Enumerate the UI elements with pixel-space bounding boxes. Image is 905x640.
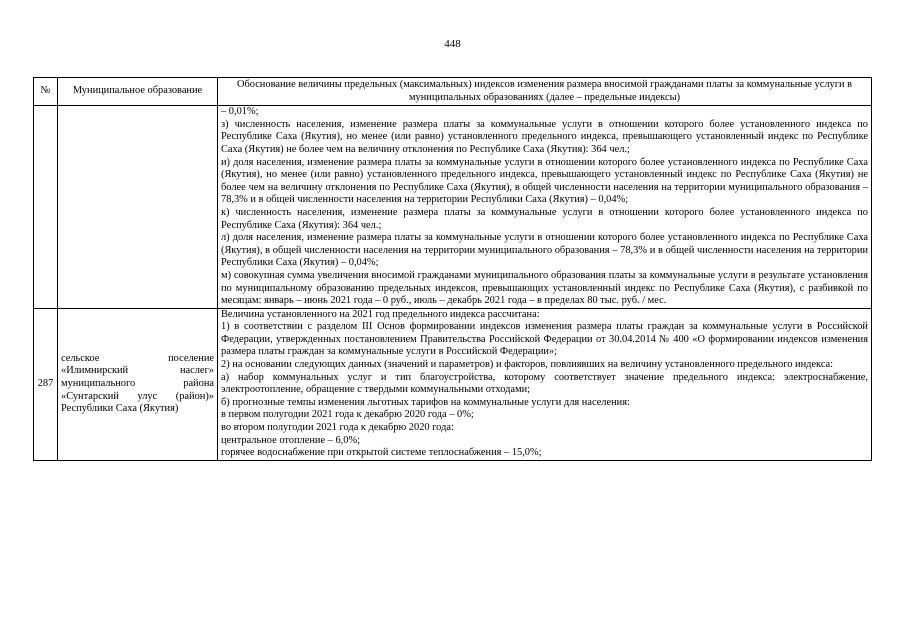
paragraph: – 0,01%;	[221, 106, 259, 118]
page-number: 448	[444, 38, 461, 50]
paragraph: 2) на основании следующих данных (значений и параметров) и факторов, повлиявших на величину установленного предельного индекса:	[221, 359, 834, 371]
municipality-name	[58, 106, 218, 309]
paragraph: во втором полугодии 2021 года к декабрю 2020 года:	[221, 422, 454, 434]
paragraph: б) прогнозные темпы изменения льготных тарифов на коммунальные услуги для населения:	[221, 396, 630, 408]
paragraph: з) численность населения, изменение размера платы за коммунальные услуги в отношении которого более установленного индекса по Республике Саха (Якутия), но менее (или равно) установленного предельного индекса, превышающего установленный индекс по Республике Саха (Якутия) не более чем на величину отклонения по Республике Саха (Якутия): 364 чел.;	[221, 118, 868, 155]
municipality-name: сельское поселение «Илимнирский наслег» муниципального района «Сунтарский улус (район)» Республики Саха (Якутия)	[58, 308, 218, 460]
paragraph: к) численность населения, изменение размера платы за коммунальные услуги в отношении которого более установленного индекса по Республике Саха (Якутия): 364 чел.;	[221, 206, 868, 231]
paragraph: а) набор коммунальных услуг и тип благоустройства, которому соответствует значение предельного индекса: электроснабжение, электроотопление, обращение с твердыми коммунальными отходами;	[221, 371, 868, 396]
row-number: 287	[34, 308, 58, 460]
paragraph: м) совокупная сумма увеличения вносимой гражданами муниципального образования платы за коммунальные услуги в результате установления по муниципальному образованию предельных индексов, превышающих установленный индекс по Республике Саха (Якутия), с разбивкой по месяцам: январь – июнь 2021 года – 0 руб., июль – декабрь 2021 года – в пределах 80 тыс. руб. / мес.	[221, 269, 868, 307]
paragraph: Величина установленного на 2021 год предельного индекса рассчитана:	[221, 308, 540, 320]
paragraph: и) доля населения, изменение размера платы за коммунальные услуги в отношении которого более установленного индекса по Республике Саха (Якутия), но менее (или равно) установленного предельного индекса, превышающего установленный индекс по Республике Саха (Якутия) не более чем на величину отклонения по Республике Саха (Якутия), в общей численности населения на территории муниципального образования – 78,3% и в общей численности населения на территории Республики Саха (Якутия) – 0,04%;	[221, 156, 868, 206]
header-municipality: Муниципальное образование	[58, 78, 218, 106]
header-justification: Обоснование величины предельных (максимальных) индексов изменения размера вносимой гражданами платы за коммунальные услуги в муниципальных образованиях (далее – предельные индексы)	[218, 78, 872, 106]
justification-text	[218, 308, 872, 460]
table-row	[34, 106, 872, 309]
table-row	[34, 308, 872, 460]
paragraph: л) доля населения, изменение размера платы за коммунальные услуги в отношении которого более установленного индекса по Республике Саха (Якутия), в общей численности населения на территории муниципального образования – 78,3% и в общей численности населения на территории Республики Саха (Якутия) – 0,04%;	[221, 232, 868, 269]
paragraph: в первом полугодии 2021 года к декабрю 2020 года – 0%;	[221, 409, 474, 421]
index-justification-table	[33, 77, 872, 461]
paragraph: горячее водоснабжение при открытой системе теплоснабжения – 15,0%;	[221, 447, 542, 459]
header-number: №	[34, 78, 58, 106]
justification-text	[218, 106, 872, 309]
table-header-row	[34, 78, 872, 106]
paragraph: 1) в соответствии с разделом III Основ формировании индексов изменения размера платы граждан за коммунальные услуги в Российской Федерации, утвержденных постановлением Правительства Российской Федерации от 30.04.2014 № 400 «О формировании индексов изменения размера платы граждан за коммунальные услуги в Российской Федерации»;	[221, 321, 868, 358]
paragraph: центральное отопление – 6,0%;	[221, 434, 360, 446]
row-number	[34, 106, 58, 309]
